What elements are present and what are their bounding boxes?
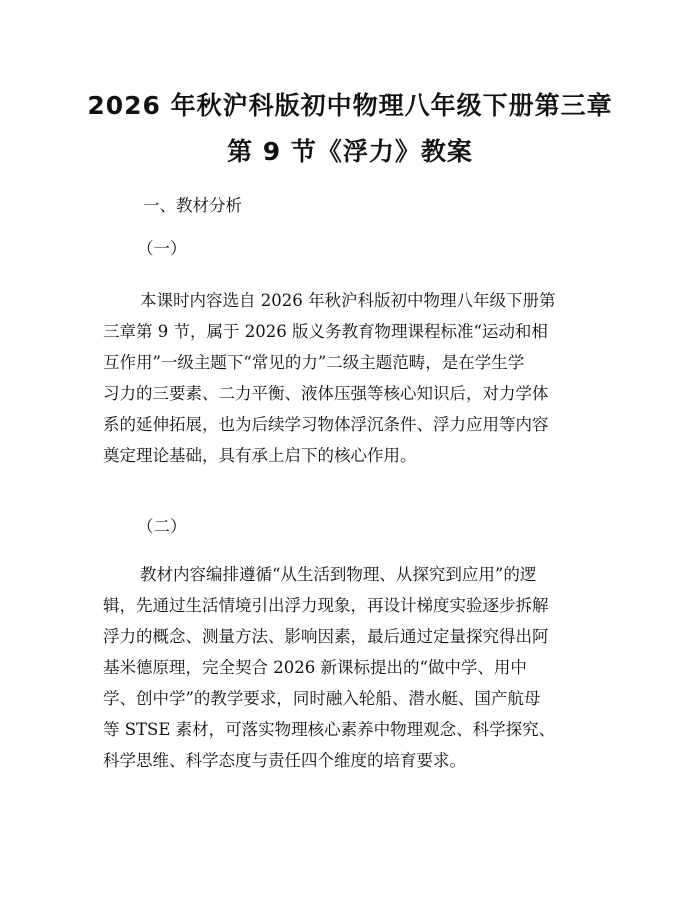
paragraph-1-line: 互作用”一级主题下“常见的力”二级主题范畴，是在学生学 [103,353,525,372]
section-heading-textbook-analysis: 一、教材分析 [143,196,242,215]
document-title-line-1: 2026 年秋沪科版初中物理八年级下册第三章 [87,91,613,120]
paragraph-2-line: 教材内容编排遵循“从生活到物理、从探究到应用”的逻 [140,565,537,584]
paragraph-1-line: 系的延伸拓展，也为后续学习物体浮沉条件、浮力应用等内容 [103,415,549,434]
subsection-heading-1: （一） [137,239,187,258]
paragraph-2-line: 基米德原理，完全契合 2026 新课标提出的“做中学、用中 [103,658,527,677]
paragraph-1-line: 习力的三要素、二力平衡、液体压强等核心知识后，对力学体 [103,384,549,403]
paragraph-1 [103,285,603,471]
paragraph-2-line: 学、创中学”的教学要求，同时融入轮船、潜水艇、国产航母 [103,689,541,708]
paragraph-1-line: 本课时内容选自 2026 年秋沪科版初中物理八年级下册第 [140,291,556,310]
paragraph-2-line: 浮力的概念、测量方法、影响因素，最后通过定量探究得出阿 [103,627,549,646]
paragraph-1-line: 三章第 9 节，属于 2026 版义务教育物理课程标准“运动和相 [103,322,548,341]
paragraph-1-line: 奠定理论基础，具有承上启下的核心作用。 [103,446,417,465]
paragraph-2-line: 辑，先通过生活情境引出浮力现象，再设计梯度实验逐步拆解 [103,596,549,615]
document-title-line-2: 第 9 节《浮力》教案 [227,137,473,166]
paragraph-2 [103,559,603,776]
paragraph-2-line: 科学思维、科学态度与责任四个维度的培育要求。 [103,751,466,770]
subsection-heading-2: （二） [137,517,187,536]
paragraph-2-line: 等 STSE 素材，可落实物理核心素养中物理观念、科学探究、 [103,720,556,739]
